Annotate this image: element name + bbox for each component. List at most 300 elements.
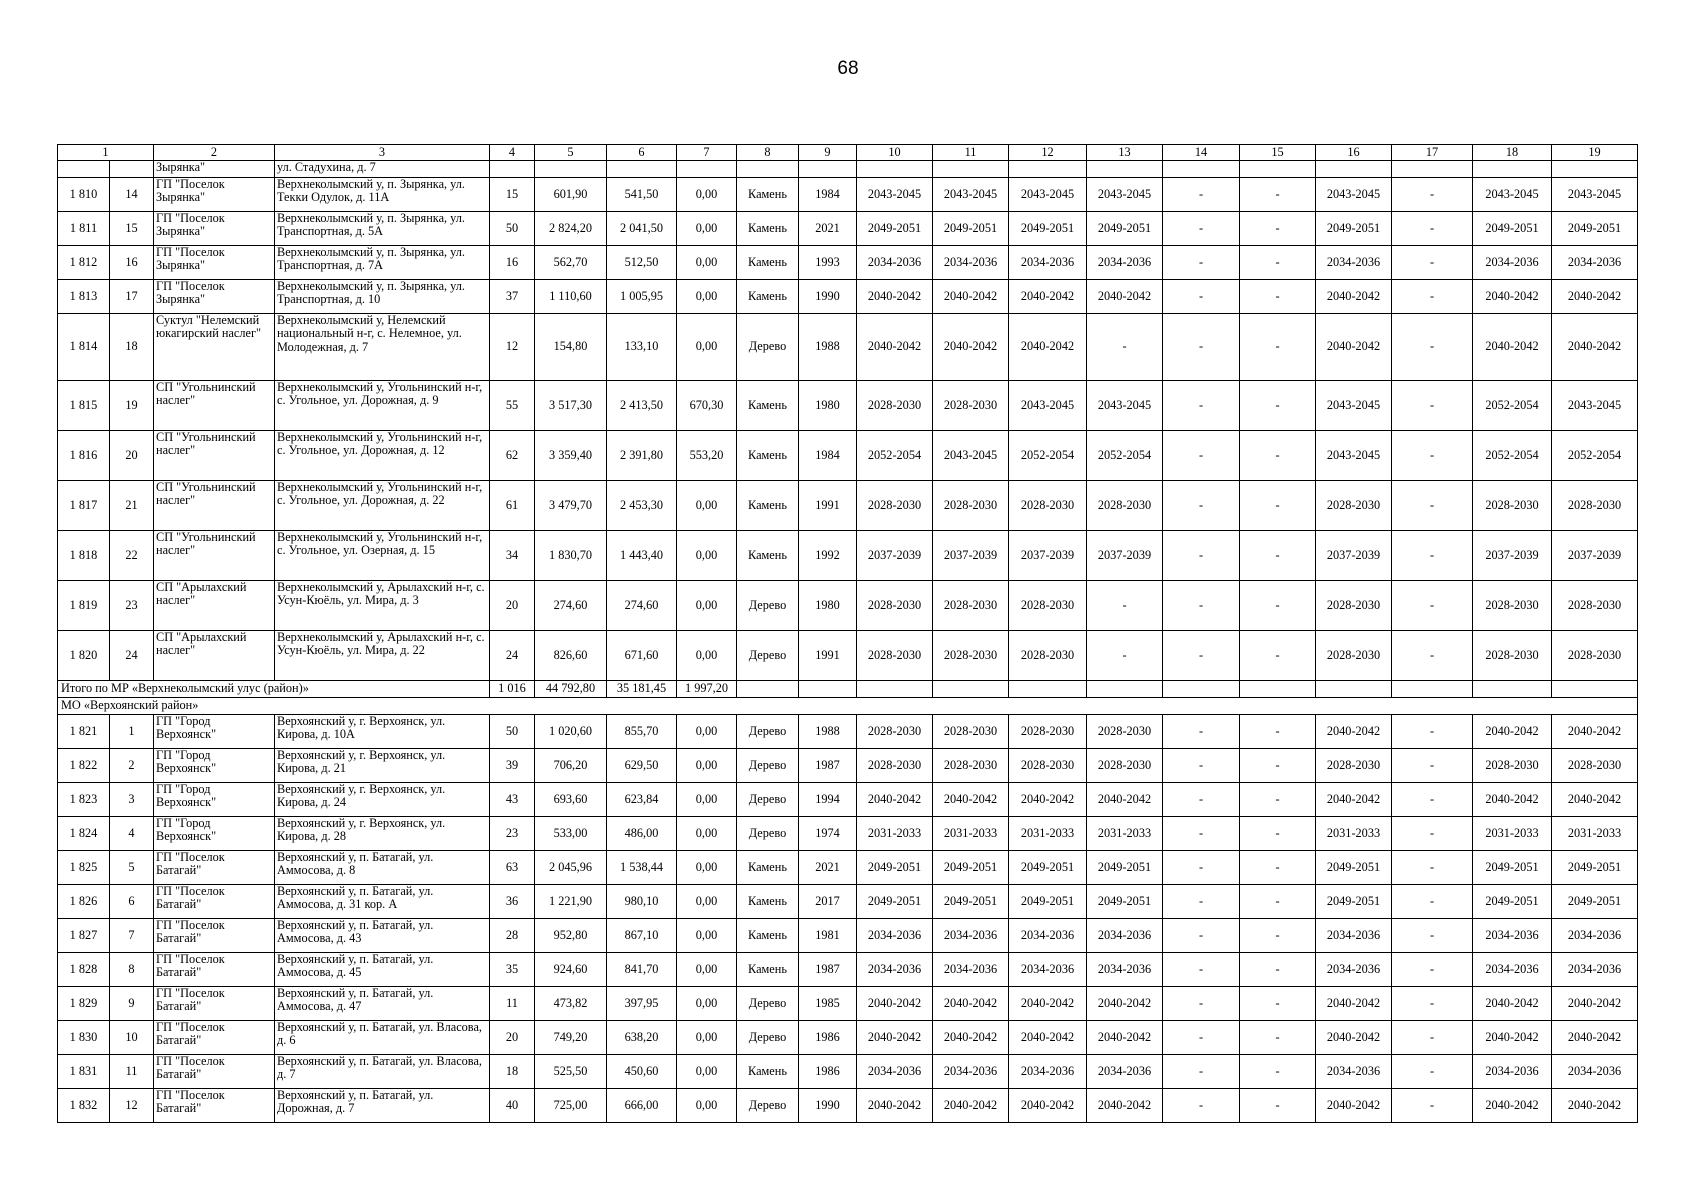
table-cell: 1981 [799,919,857,953]
table-cell: 2040-2042 [1473,715,1552,749]
table-cell: 2028-2030 [933,381,1009,431]
total-cell [1163,681,1240,698]
table-cell: 2028-2030 [857,381,933,431]
table-cell: 2040-2042 [1552,280,1638,314]
table-cell: Зырянка" [154,161,275,178]
table-cell: 2 453,30 [607,481,677,531]
table-cell: 0,00 [677,749,737,783]
table-cell: 2028-2030 [1473,581,1552,631]
table-cell: 2040-2042 [1009,783,1087,817]
table-cell: Верхнеколымский у, п. Зырянка, ул. Текки Одулок, д. 11А [275,178,490,212]
table-cell: 666,00 [607,1089,677,1123]
table-row [58,817,1638,851]
table-cell: 841,70 [607,953,677,987]
table-cell: - [1163,1021,1240,1055]
table-cell: 2028-2030 [933,581,1009,631]
table-cell [535,161,607,178]
table-cell: 2 824,20 [535,212,607,246]
table-cell: 2052-2054 [1552,431,1638,481]
table-cell: 1 832 [58,1089,110,1123]
table-cell: 3 479,70 [535,481,607,531]
table-cell: 0,00 [677,885,737,919]
table-cell: 1985 [799,987,857,1021]
table-cell: - [1392,481,1473,531]
table-cell: ГП "Поселок Батагай" [154,1021,275,1055]
table-cell: 855,70 [607,715,677,749]
table-cell: 2034-2036 [1009,1055,1087,1089]
table-cell: Камень [737,851,799,885]
table-cell: - [1163,1089,1240,1123]
table-cell: 2028-2030 [1009,581,1087,631]
table-cell: 2049-2051 [1552,851,1638,885]
table-cell: 3 359,40 [535,431,607,481]
table-cell: ГП "Поселок Батагай" [154,885,275,919]
table-cell: 2040-2042 [1316,715,1392,749]
table-cell: 2037-2039 [1009,531,1087,581]
table-cell: - [1087,631,1163,681]
table-cell: ГП "Город Верхоянск" [154,715,275,749]
table-cell: 1 818 [58,531,110,581]
table-cell: 486,00 [607,817,677,851]
table-cell: 1 221,90 [535,885,607,919]
table-cell: 1 824 [58,817,110,851]
table-cell: 0,00 [677,246,737,280]
column-number-1: 1 [58,145,154,161]
table-cell: СП "Угольнинский наслег" [154,481,275,531]
table-cell: - [1392,381,1473,431]
table-cell: 2052-2054 [1473,381,1552,431]
table-cell: Камень [737,431,799,481]
table-cell: 706,20 [535,749,607,783]
table-cell: 2043-2045 [1473,178,1552,212]
table-cell: 20 [110,431,154,481]
table-cell: 1 822 [58,749,110,783]
column-number-18: 18 [1473,145,1552,161]
table-cell: 2028-2030 [857,749,933,783]
table-cell: 0,00 [677,953,737,987]
table-cell: 2043-2045 [1087,381,1163,431]
table-cell: 274,60 [535,581,607,631]
column-number-4: 4 [490,145,535,161]
table-cell: Верхнеколымский у, п. Зырянка, ул. Транспортная, д. 10 [275,280,490,314]
table-cell: 2028-2030 [1552,749,1638,783]
column-number-12: 12 [1009,145,1087,161]
table-cell: Верхнеколымский у, Арылахский н-г, с. Усун-Кюёль, ул. Мира, д. 22 [275,631,490,681]
table-cell: ГП "Поселок Батагай" [154,987,275,1021]
column-number-2: 2 [154,145,275,161]
table-cell: 2 045,96 [535,851,607,885]
table-cell: 2 391,80 [607,431,677,481]
column-number-14: 14 [1163,145,1240,161]
table-cell: 2028-2030 [933,715,1009,749]
table-cell: 15 [110,212,154,246]
table-cell: Дерево [737,715,799,749]
table-cell: 2043-2045 [933,431,1009,481]
table-cell: - [1163,481,1240,531]
table-cell: 2028-2030 [933,481,1009,531]
table-cell: 2034-2036 [857,246,933,280]
table-cell: 2034-2036 [1316,919,1392,953]
table-cell: Верхнеколымский у, Угольнинский н-г, с. Угольное, ул. Дорожная, д. 22 [275,481,490,531]
total-cell [1009,681,1087,698]
table-cell: 2037-2039 [1552,531,1638,581]
table-cell: Дерево [737,1021,799,1055]
table-cell: 1986 [799,1021,857,1055]
table-cell: 1 821 [58,715,110,749]
table-row [58,783,1638,817]
table-cell: 2028-2030 [857,581,933,631]
column-number-13: 13 [1087,145,1163,161]
table-cell: ГП "Поселок Батагай" [154,851,275,885]
table-cell: 19 [110,381,154,431]
table-cell: 36 [490,885,535,919]
table-cell: 2052-2054 [1009,431,1087,481]
table-cell: 2049-2051 [1552,885,1638,919]
table-cell: 2040-2042 [933,783,1009,817]
table-cell: 1994 [799,783,857,817]
table-cell: 63 [490,851,535,885]
table-cell: 2049-2051 [933,885,1009,919]
table-cell: - [1163,212,1240,246]
table-cell: 2049-2051 [1009,212,1087,246]
table-cell: - [1240,481,1316,531]
table-cell: - [1392,178,1473,212]
table-cell: 10 [110,1021,154,1055]
table-cell: 2028-2030 [1009,715,1087,749]
table-cell: 2037-2039 [1316,531,1392,581]
table-cell: 1 538,44 [607,851,677,885]
table-cell: 1 820 [58,631,110,681]
table-cell: 2040-2042 [1552,783,1638,817]
table-cell: 3 517,30 [535,381,607,431]
table-cell: 2049-2051 [857,851,933,885]
table-cell: 2028-2030 [1316,631,1392,681]
table-cell [1473,161,1552,178]
table-cell: Верхоянский у, п. Батагай, ул. Власова, д. 6 [275,1021,490,1055]
table-cell: 2034-2036 [1552,919,1638,953]
column-number-7: 7 [677,145,737,161]
table-cell: 2034-2036 [1473,1055,1552,1089]
table-cell: 2028-2030 [857,631,933,681]
table-cell: 2049-2051 [1473,212,1552,246]
column-number-9: 9 [799,145,857,161]
table-cell: 2049-2051 [1316,212,1392,246]
table-cell: 1 831 [58,1055,110,1089]
table-cell: Верхоянский у, г. Верхоянск, ул. Кирова, д. 10А [275,715,490,749]
table-cell: 2 [110,749,154,783]
table-cell: - [1240,817,1316,851]
table-row [58,987,1638,1021]
table-cell: - [1392,851,1473,885]
table-cell: 2040-2042 [857,783,933,817]
table-cell: Камень [737,246,799,280]
table-cell: 43 [490,783,535,817]
table-cell: 952,80 [535,919,607,953]
table-cell: 2043-2045 [933,178,1009,212]
table-cell: 24 [110,631,154,681]
table-cell: - [1240,431,1316,481]
table-cell: 2 413,50 [607,381,677,431]
table-cell: - [1163,987,1240,1021]
column-number-8: 8 [737,145,799,161]
table-cell: 16 [110,246,154,280]
table-cell: СП "Арылахский наслег" [154,631,275,681]
section-title: МО «Верхоянский район» [58,698,1638,715]
table-cell: 5 [110,851,154,885]
table-cell: Дерево [737,1089,799,1123]
table-cell: 1 830,70 [535,531,607,581]
table-cell: - [1163,851,1240,885]
table-cell: 40 [490,1089,535,1123]
table-cell: - [1163,919,1240,953]
table-cell: - [1392,246,1473,280]
table-cell: 525,50 [535,1055,607,1089]
section-header-row [58,698,1638,715]
table-cell: 1 020,60 [535,715,607,749]
table-row [58,919,1638,953]
table-cell: Верхоянский у, г. Верхоянск, ул. Кирова, д. 21 [275,749,490,783]
table-cell [1009,161,1087,178]
table-cell: - [1392,631,1473,681]
table-cell: СП "Угольнинский наслег" [154,381,275,431]
table-cell: 553,20 [677,431,737,481]
table-cell: 2040-2042 [1009,280,1087,314]
table-cell: 2052-2054 [857,431,933,481]
table-row [58,531,1638,581]
table-cell: 980,10 [607,885,677,919]
table-cell: - [1240,1089,1316,1123]
table-cell: 2040-2042 [1009,314,1087,381]
table-cell: СП "Арылахский наслег" [154,581,275,631]
table-cell: 1987 [799,953,857,987]
table-cell: 670,30 [677,381,737,431]
table-cell: 2052-2054 [1087,431,1163,481]
total-cell [1473,681,1552,698]
table-cell [1392,161,1473,178]
table-cell: ГП "Поселок Батагай" [154,1089,275,1123]
table-cell: 1 830 [58,1021,110,1055]
table-cell: 2043-2045 [1316,178,1392,212]
table-cell: СП "Угольнинский наслег" [154,531,275,581]
table-cell: - [1392,531,1473,581]
table-cell: 2028-2030 [933,631,1009,681]
table-cell: Дерево [737,631,799,681]
table-cell: ГП "Поселок Батагай" [154,919,275,953]
table-cell: 2034-2036 [1009,919,1087,953]
table-cell: Верхнеколымский у, Угольнинский н-г, с. Угольное, ул. Озерная, д. 15 [275,531,490,581]
table-cell: 2049-2051 [1009,851,1087,885]
table-cell: - [1392,953,1473,987]
table-cell: - [1163,953,1240,987]
table-cell: 18 [110,314,154,381]
table-cell: 2034-2036 [1087,919,1163,953]
table-cell: 2028-2030 [1009,481,1087,531]
table-cell: 1 816 [58,431,110,481]
table-cell: - [1392,280,1473,314]
table-cell: 2040-2042 [1473,783,1552,817]
table-cell: 1992 [799,531,857,581]
table-cell: 2040-2042 [933,314,1009,381]
table-cell: - [1240,987,1316,1021]
table-cell: 0,00 [677,817,737,851]
table-cell: 2028-2030 [1552,481,1638,531]
table-cell: 2031-2033 [1552,817,1638,851]
table-cell [799,161,857,178]
table-cell: ГП "Поселок Зырянка" [154,246,275,280]
table-cell: 2040-2042 [1316,1021,1392,1055]
table-row [58,1055,1638,1089]
table-cell: 37 [490,280,535,314]
table-cell: 2040-2042 [1473,314,1552,381]
table-cell: 2040-2042 [1473,987,1552,1021]
total-row [58,681,1638,698]
table-cell: 18 [490,1055,535,1089]
table-row [58,314,1638,381]
table-cell: 2043-2045 [1316,381,1392,431]
table-cell: - [1240,953,1316,987]
page-number: 68 [837,58,859,79]
table-cell: 2040-2042 [857,1089,933,1123]
table-cell: 21 [110,481,154,531]
table-cell: 2028-2030 [1316,749,1392,783]
total-cell [1552,681,1638,698]
table-cell: 0,00 [677,178,737,212]
table-cell: - [1392,715,1473,749]
table-cell: 2028-2030 [1552,631,1638,681]
table-cell: 55 [490,381,535,431]
table-cell: 2040-2042 [1552,1089,1638,1123]
table-cell: 2049-2051 [1009,885,1087,919]
table-cell: 1 443,40 [607,531,677,581]
table-cell [110,161,154,178]
table-row [58,481,1638,531]
table-cell: 693,60 [535,783,607,817]
table-cell: 2049-2051 [857,885,933,919]
table-cell: - [1392,987,1473,1021]
table-cell: - [1163,749,1240,783]
table-cell: - [1240,783,1316,817]
table-cell: 0,00 [677,783,737,817]
table-cell: 1974 [799,817,857,851]
table-cell: - [1240,531,1316,581]
table-row [58,885,1638,919]
table-cell: 1980 [799,381,857,431]
column-number-11: 11 [933,145,1009,161]
column-number-row [58,145,1638,161]
table-cell: Верхоянский у, п. Батагай, ул. Аммосова, д. 47 [275,987,490,1021]
table-cell: - [1392,817,1473,851]
table-cell: Камень [737,381,799,431]
table-cell: 2034-2036 [857,919,933,953]
table-cell: 2049-2051 [1552,212,1638,246]
table-cell: - [1392,783,1473,817]
table-cell: Верхоянский у, п. Батагай, ул. Аммосова, д. 31 кор. А [275,885,490,919]
table-cell: 2034-2036 [1009,246,1087,280]
table-cell: - [1163,715,1240,749]
table-cell: Верхоянский у, п. Батагай, ул. Аммосова, д. 43 [275,919,490,953]
table-cell: Дерево [737,581,799,631]
table-cell: 0,00 [677,1089,737,1123]
table-cell: - [1240,631,1316,681]
table-cell: 1990 [799,280,857,314]
table-cell: 2028-2030 [1009,749,1087,783]
table-cell: 2028-2030 [1473,749,1552,783]
table-cell: 2043-2045 [1552,178,1638,212]
table-cell: 2028-2030 [1473,631,1552,681]
column-number-19: 19 [1552,145,1638,161]
table-cell: 2037-2039 [1473,531,1552,581]
total-cell [933,681,1009,698]
table-cell [1240,161,1316,178]
table-cell: 0,00 [677,581,737,631]
table-cell: 0,00 [677,481,737,531]
table-cell: - [1163,314,1240,381]
table-cell: 2034-2036 [1087,1055,1163,1089]
table-cell: 2040-2042 [1316,783,1392,817]
column-number-3: 3 [275,145,490,161]
table-cell: 2040-2042 [1316,280,1392,314]
table-cell: 2034-2036 [1316,953,1392,987]
table-cell: - [1392,1089,1473,1123]
table-cell: 0,00 [677,1021,737,1055]
table-cell [607,161,677,178]
table-cell: 2049-2051 [933,212,1009,246]
table-cell [933,161,1009,178]
table-cell: 2049-2051 [1473,885,1552,919]
table-cell: 2028-2030 [1087,715,1163,749]
table-cell: 2043-2045 [1009,381,1087,431]
table-cell: 1 829 [58,987,110,1021]
table-cell: 2034-2036 [933,246,1009,280]
table-cell: ГП "Город Верхоянск" [154,783,275,817]
table-cell: 623,84 [607,783,677,817]
table-cell: Верхнеколымский у, Угольнинский н-г, с. Угольное, ул. Дорожная, д. 9 [275,381,490,431]
table-cell: 2043-2045 [1316,431,1392,481]
table-cell: - [1163,1055,1240,1089]
table-cell: 541,50 [607,178,677,212]
table-cell: 2040-2042 [1009,1021,1087,1055]
total-cell [799,681,857,698]
table-cell: 2040-2042 [1009,987,1087,1021]
table-cell: 0,00 [677,280,737,314]
table-cell: 1 823 [58,783,110,817]
table-cell: 2028-2030 [857,481,933,531]
column-number-6: 6 [607,145,677,161]
table-cell: 2040-2042 [857,987,933,1021]
table-cell: 50 [490,212,535,246]
table-row [58,749,1638,783]
table-cell: Верхоянский у, г. Верхоянск, ул. Кирова, д. 24 [275,783,490,817]
table-cell: 473,82 [535,987,607,1021]
table-cell: 2043-2045 [1552,381,1638,431]
table-cell: 2028-2030 [857,715,933,749]
table-cell: 2040-2042 [857,314,933,381]
table-cell: 1 812 [58,246,110,280]
table-cell: 512,50 [607,246,677,280]
table-cell [1552,161,1638,178]
table-cell: 1 811 [58,212,110,246]
table-cell: 1 828 [58,953,110,987]
table-cell: 274,60 [607,581,677,631]
table-cell: - [1392,885,1473,919]
table-cell: 725,00 [535,1089,607,1123]
table-cell: 50 [490,715,535,749]
table-row [58,715,1638,749]
table-cell: 2028-2030 [933,749,1009,783]
total-cell [857,681,933,698]
table-cell: 6 [110,885,154,919]
table-cell: 2028-2030 [1473,481,1552,531]
